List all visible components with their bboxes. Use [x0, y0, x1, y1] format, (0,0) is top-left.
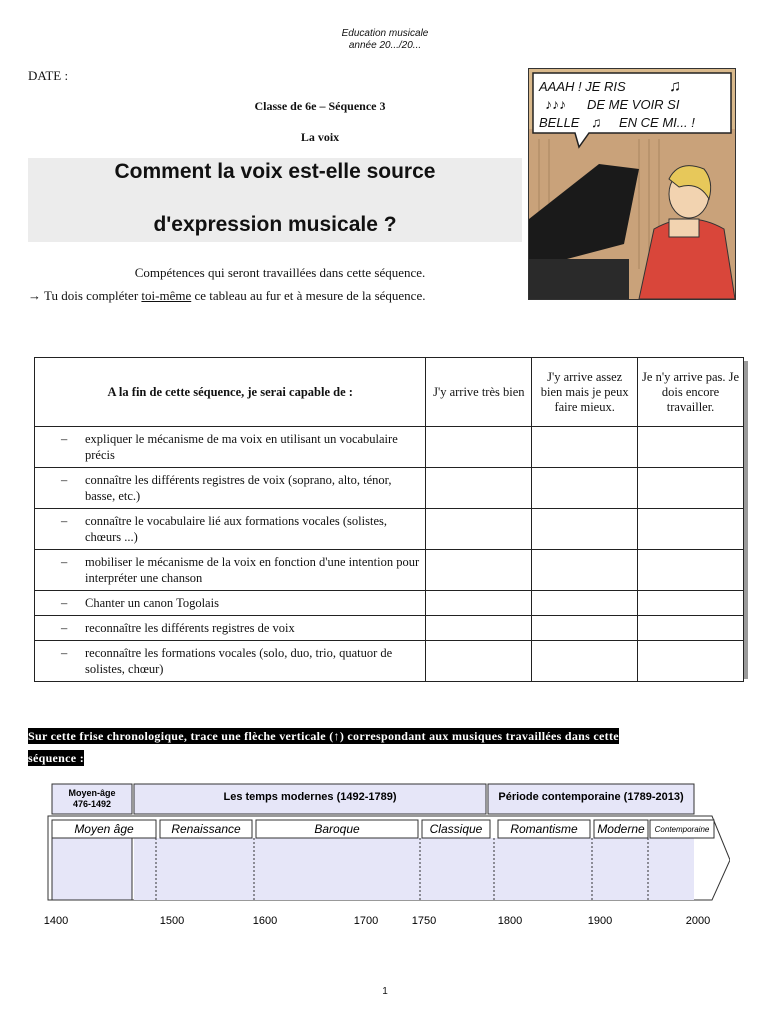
page-title-line-2: d'expression musicale ?	[153, 213, 397, 236]
checkbox-cell[interactable]	[638, 591, 744, 616]
checkbox-cell[interactable]	[426, 468, 532, 509]
checkbox-cell[interactable]	[638, 468, 744, 509]
year-label: 2000	[685, 915, 711, 927]
competences-text: Compétences qui seront travaillées dans cette séquence.	[134, 265, 426, 280]
instruction-underlined: toi-même	[141, 288, 192, 303]
header-line-2: année 20.../20...	[348, 40, 422, 51]
skill-text: expliquer le mécanisme de ma voix en utilisant un vocabulaire précis	[85, 432, 398, 462]
checkbox-cell[interactable]	[426, 616, 532, 641]
checkbox-cell[interactable]	[638, 550, 744, 591]
skill-text: reconnaître les formations vocales (solo, duo, trio, quatuor de solistes, chœur)	[85, 646, 393, 676]
list-dash: –	[61, 473, 68, 487]
list-dash: –	[61, 621, 68, 635]
period-label: Moderne	[597, 822, 645, 836]
table-row	[35, 641, 744, 682]
speech-line-4: EN CE MI... !	[619, 115, 695, 130]
period-label: Classique	[429, 822, 483, 836]
skills-table	[34, 357, 744, 682]
checkbox-cell[interactable]	[532, 468, 638, 509]
checkbox-cell[interactable]	[426, 641, 532, 682]
header-not-yet: Je n'y arrive pas. Je dois encore travailler.	[638, 358, 744, 427]
period-label: Baroque	[314, 822, 360, 836]
table-row	[35, 550, 744, 591]
sequence-subtitle: La voix	[300, 130, 340, 144]
frise-text-part-3: séquence :	[28, 751, 84, 765]
checkbox-cell[interactable]	[638, 509, 744, 550]
class-sequence: Classe de 6e – Séquence 3	[254, 99, 386, 113]
frise-text-part-2: ) correspondant aux musiques travaillées dans cette	[339, 729, 619, 743]
era-label: Période contemporaine (1789-2013)	[498, 791, 684, 803]
timeline	[40, 782, 730, 932]
checkbox-cell[interactable]	[638, 641, 744, 682]
checkbox-cell[interactable]	[426, 427, 532, 468]
period-label: Contemporaine	[654, 825, 710, 834]
music-note-icon: ♪♪♪	[545, 96, 566, 112]
checkbox-cell[interactable]	[638, 616, 744, 641]
period-fill	[134, 838, 694, 900]
skill-text: mobiliser le mécanisme de la voix en fonction d'une intention pour interpréter une chanson	[85, 555, 420, 585]
year-label: 1500	[159, 915, 185, 927]
checkbox-cell[interactable]	[532, 427, 638, 468]
checkbox-cell[interactable]	[426, 550, 532, 591]
year-label: 1900	[587, 915, 613, 927]
date-label: DATE :	[28, 68, 69, 83]
header-skill: A la fin de cette séquence, je serai capable de :	[35, 358, 426, 427]
page-title-line-1: Comment la voix est-elle source	[114, 160, 436, 183]
speech-line-1: AAAH ! JE RIS	[539, 79, 626, 94]
table-row	[35, 468, 744, 509]
year-label: 1750	[411, 915, 437, 927]
era-label: 476-1492	[72, 799, 112, 809]
period-label: Romantisme	[510, 822, 578, 836]
checkbox-cell[interactable]	[638, 427, 744, 468]
skill-text: connaître le vocabulaire lié aux formations vocales (solistes, chœurs ...)	[85, 514, 387, 544]
table-row	[35, 509, 744, 550]
checkbox-cell[interactable]	[532, 641, 638, 682]
skill-text: connaître les différents registres de voix (soprano, alto, ténor, basse, etc.)	[85, 473, 392, 503]
year-label: 1600	[252, 915, 278, 927]
table-row	[35, 427, 744, 468]
skill-text: Chanter un canon Togolais	[85, 596, 219, 610]
speech-line-2: DE ME VOIR SI	[587, 97, 680, 112]
era-label: Les temps modernes (1492-1789)	[223, 791, 397, 803]
checkbox-cell[interactable]	[532, 509, 638, 550]
skill-text: reconnaître les différents registres de voix	[85, 621, 295, 635]
era-label: Moyen-âge	[68, 788, 116, 798]
up-arrow-icon: ↑	[333, 729, 340, 743]
music-note-icon: ♫	[591, 114, 602, 130]
frise-text-part-1: Sur cette frise chronologique, trace une flèche verticale (	[28, 729, 334, 743]
frise-instruction	[28, 725, 744, 769]
year-label: 1800	[497, 915, 523, 927]
list-dash: –	[61, 596, 68, 610]
instruction-prefix: → Tu dois compléter	[28, 288, 142, 303]
table-header-row	[35, 358, 744, 427]
list-dash: –	[61, 514, 68, 528]
period-label: Moyen âge	[74, 822, 134, 836]
comic-illustration	[528, 68, 736, 300]
instruction-suffix: ce tableau au fur et à mesure de la séquence.	[191, 288, 426, 303]
checkbox-cell[interactable]	[532, 591, 638, 616]
page-number: 1	[382, 986, 388, 997]
checkbox-cell[interactable]	[532, 616, 638, 641]
table-row	[35, 591, 744, 616]
list-dash: –	[61, 432, 68, 446]
instruction-text	[28, 288, 425, 304]
header-very-good: J'y arrive très bien	[426, 358, 532, 427]
checkbox-cell[interactable]	[532, 550, 638, 591]
checkbox-cell[interactable]	[426, 591, 532, 616]
table-row	[35, 616, 744, 641]
list-dash: –	[61, 555, 68, 569]
speech-line-3: BELLE	[539, 115, 580, 130]
header-good: J'y arrive assez bien mais je peux faire mieux.	[532, 358, 638, 427]
year-label: 1700	[353, 915, 379, 927]
period-label: Renaissance	[171, 822, 241, 836]
music-note-icon: ♫	[669, 78, 681, 95]
year-label: 1400	[43, 915, 69, 927]
list-dash: –	[61, 646, 68, 660]
header-line-1: Education musicale	[341, 28, 429, 39]
checkbox-cell[interactable]	[426, 509, 532, 550]
